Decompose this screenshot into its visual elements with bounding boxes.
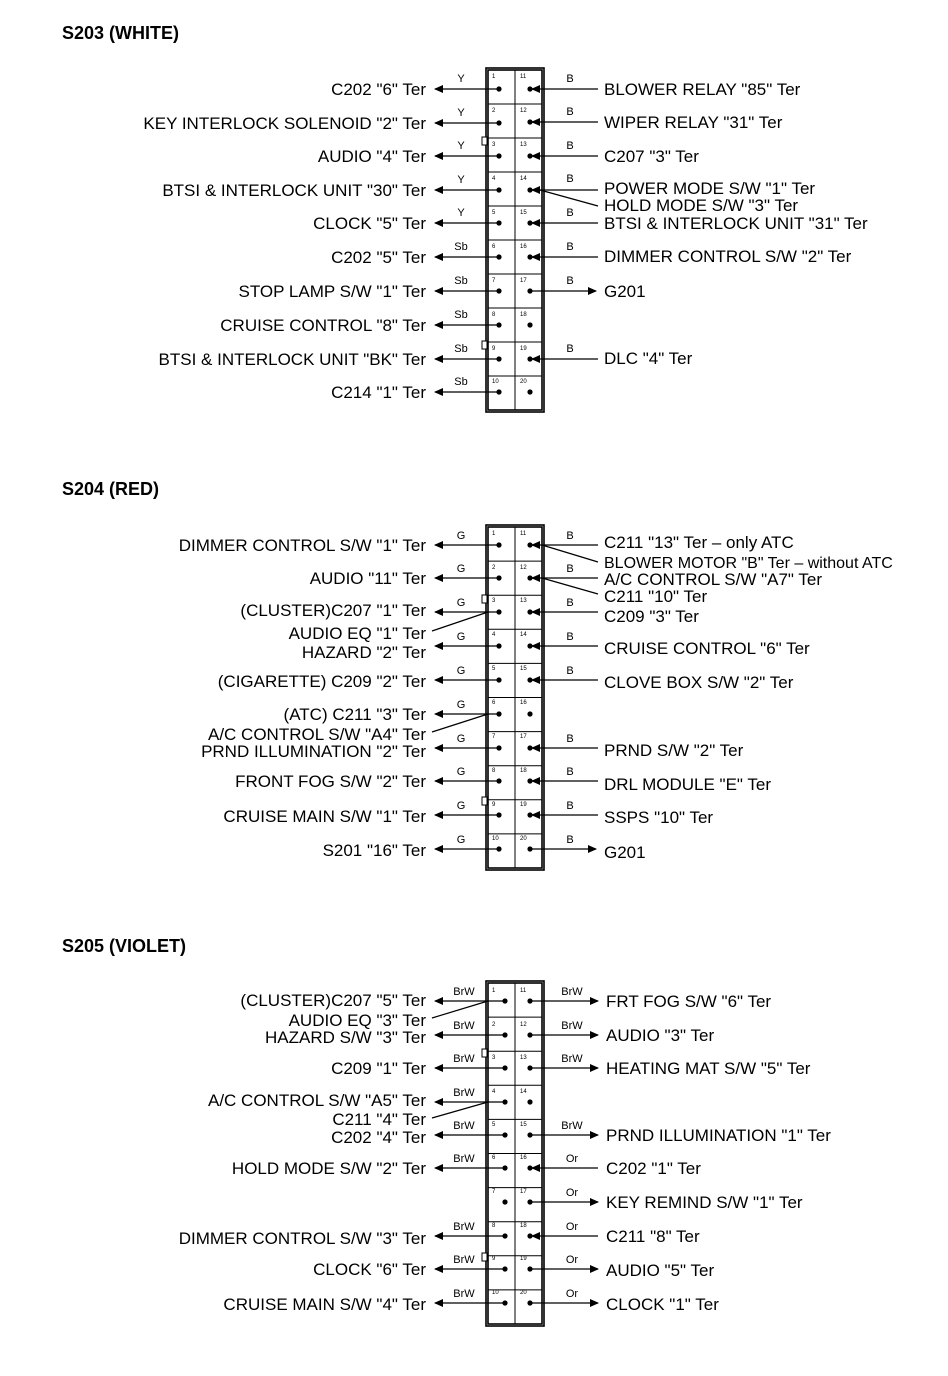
svg-text:Sb: Sb: [454, 343, 468, 355]
svg-text:HAZARD "2" Ter: HAZARD "2" Ter: [301, 643, 426, 662]
terminal-row: [235, 766, 502, 791]
terminal-row: [218, 665, 502, 691]
svg-text:G: G: [456, 699, 466, 711]
svg-text:DIMMER CONTROL S/W "1" Ter: DIMMER CONTROL S/W "1" Ter: [178, 536, 426, 555]
svg-text:Y: Y: [457, 174, 465, 186]
svg-text:CRUISE CONTROL "8" Ter: CRUISE CONTROL "8" Ter: [220, 316, 426, 335]
svg-text:G: G: [456, 665, 466, 677]
svg-text:5: 5: [492, 1122, 496, 1128]
section-title: S204 (RED): [62, 479, 160, 499]
terminal-row: [143, 107, 501, 133]
svg-text:B: B: [566, 834, 574, 846]
svg-text:11: 11: [520, 74, 527, 80]
terminal-row: [520, 800, 713, 827]
svg-text:CLOVE BOX S/W "2" Ter: CLOVE BOX S/W "2" Ter: [604, 673, 794, 692]
terminal-row: [520, 1053, 811, 1078]
svg-text:Or: Or: [565, 1153, 579, 1165]
svg-text:BrW: BrW: [453, 1020, 475, 1032]
terminal-row: [179, 1221, 508, 1248]
svg-text:BTSI & INTERLOCK UNIT "30" Ter: BTSI & INTERLOCK UNIT "30" Ter: [162, 181, 426, 200]
terminal-row: [520, 73, 801, 99]
svg-text:C211 "8" Ter: C211 "8" Ter: [606, 1227, 700, 1246]
svg-text:CRUISE MAIN S/W "1" Ter: CRUISE MAIN S/W "1" Ter: [223, 807, 426, 826]
svg-text:10: 10: [492, 379, 499, 385]
svg-text:16: 16: [520, 700, 527, 706]
svg-text:6: 6: [492, 700, 496, 706]
svg-text:C207 "3" Ter: C207 "3" Ter: [604, 147, 699, 166]
svg-text:BrW: BrW: [561, 1053, 583, 1065]
svg-text:AUDIO EQ "1" Ter: AUDIO EQ "1" Ter: [288, 624, 426, 643]
svg-text:9: 9: [492, 802, 496, 808]
svg-text:Sb: Sb: [454, 376, 468, 388]
svg-text:Y: Y: [457, 140, 465, 152]
svg-text:Or: Or: [565, 1254, 579, 1266]
terminal-row: [520, 631, 810, 658]
svg-text:C209 "1" Ter: C209 "1" Ter: [331, 1059, 426, 1078]
svg-text:BrW: BrW: [453, 986, 475, 998]
svg-text:8: 8: [492, 768, 496, 774]
svg-text:18: 18: [520, 312, 527, 318]
svg-text:C211 "13" Ter – only ATC: C211 "13" Ter – only ATC: [604, 533, 794, 552]
terminal-row: [331, 241, 502, 267]
svg-text:B: B: [566, 140, 574, 152]
left-terminals: [179, 986, 508, 1314]
svg-text:20: 20: [520, 836, 527, 842]
svg-text:Or: Or: [565, 1187, 579, 1199]
left-terminals: [143, 73, 501, 402]
svg-text:A/C CONTROL S/W "A4" Ter: A/C CONTROL S/W "A4" Ter: [208, 725, 426, 744]
svg-text:14: 14: [520, 176, 527, 182]
svg-text:BrW: BrW: [453, 1254, 475, 1266]
svg-text:HOLD MODE S/W "3" Ter: HOLD MODE S/W "3" Ter: [604, 196, 799, 215]
svg-text:A/C CONTROL S/W "A5" Ter: A/C CONTROL S/W "A5" Ter: [208, 1091, 426, 1110]
svg-text:B: B: [566, 597, 574, 609]
section-s204: [62, 479, 893, 870]
svg-text:Or: Or: [565, 1288, 579, 1300]
svg-text:Y: Y: [457, 73, 465, 85]
terminal-row: [520, 1120, 831, 1145]
right-terminals: [520, 530, 893, 862]
svg-text:HOLD MODE S/W "2" Ter: HOLD MODE S/W "2" Ter: [231, 1159, 426, 1178]
svg-text:B: B: [566, 275, 574, 287]
svg-text:17: 17: [520, 1189, 527, 1195]
terminal-row: [310, 563, 502, 588]
svg-text:14: 14: [520, 1089, 527, 1095]
section-title: S205 (VIOLET): [62, 936, 187, 956]
terminal-row: [239, 275, 502, 301]
svg-text:AUDIO "5" Ter: AUDIO "5" Ter: [606, 1261, 715, 1280]
svg-text:G: G: [456, 530, 466, 542]
section-title: S203 (WHITE): [62, 23, 180, 43]
svg-text:Sb: Sb: [454, 309, 468, 321]
svg-text:C202 "1" Ter: C202 "1" Ter: [606, 1159, 701, 1178]
svg-text:20: 20: [520, 1290, 527, 1296]
svg-text:8: 8: [492, 312, 496, 318]
svg-text:FRT FOG S/W "6" Ter: FRT FOG S/W "6" Ter: [606, 992, 772, 1011]
svg-text:7: 7: [492, 278, 496, 284]
svg-text:1: 1: [492, 988, 496, 994]
left-terminals: [179, 530, 502, 860]
section-s203: [62, 23, 868, 412]
svg-text:2: 2: [492, 1022, 496, 1028]
svg-text:STOP LAMP S/W "1" Ter: STOP LAMP S/W "1" Ter: [238, 282, 426, 301]
terminal-row: [331, 376, 502, 402]
svg-text:S201 "16" Ter: S201 "16" Ter: [322, 841, 426, 860]
svg-text:B: B: [566, 343, 574, 355]
connector-block: [482, 981, 544, 1326]
svg-text:5: 5: [492, 210, 496, 216]
svg-text:G: G: [456, 631, 466, 643]
svg-text:15: 15: [520, 210, 527, 216]
svg-text:19: 19: [520, 1256, 527, 1262]
svg-text:B: B: [566, 173, 574, 185]
svg-text:FRONT FOG S/W "2" Ter: FRONT FOG S/W "2" Ter: [235, 772, 426, 791]
svg-text:B: B: [566, 563, 574, 575]
terminal-row: [520, 241, 852, 266]
svg-text:12: 12: [520, 1022, 527, 1028]
svg-text:(CIGARETTE) C209 "2" Ter: (CIGARETTE) C209 "2" Ter: [217, 672, 426, 691]
svg-text:10: 10: [492, 836, 499, 842]
terminal-row: [323, 834, 502, 860]
svg-text:12: 12: [520, 565, 527, 571]
terminal-row: [520, 986, 771, 1011]
terminal-row: [313, 207, 501, 233]
svg-text:G: G: [456, 597, 466, 609]
svg-text:9: 9: [492, 1256, 496, 1262]
svg-text:CLOCK "6" Ter: CLOCK "6" Ter: [313, 1260, 426, 1279]
svg-text:2: 2: [492, 565, 496, 571]
svg-text:(ATC) C211 "3" Ter: (ATC) C211 "3" Ter: [283, 705, 426, 724]
svg-text:16: 16: [520, 1155, 527, 1161]
svg-text:G: G: [456, 800, 466, 812]
svg-text:18: 18: [520, 768, 527, 774]
connector-block: [482, 525, 544, 870]
svg-text:BTSI & INTERLOCK UNIT "31" Ter: BTSI & INTERLOCK UNIT "31" Ter: [604, 214, 868, 233]
svg-text:CLOCK "1" Ter: CLOCK "1" Ter: [606, 1295, 719, 1314]
svg-text:BLOWER MOTOR "B" Ter – without: BLOWER MOTOR "B" Ter – without ATC: [604, 555, 893, 572]
terminal-row: [331, 1053, 508, 1078]
svg-text:B: B: [566, 631, 574, 643]
svg-text:BrW: BrW: [453, 1053, 475, 1065]
svg-text:12: 12: [520, 108, 527, 114]
svg-text:17: 17: [520, 734, 527, 740]
svg-text:2: 2: [492, 108, 496, 114]
svg-text:DRL MODULE "E" Ter: DRL MODULE "E" Ter: [604, 775, 771, 794]
svg-text:DIMMER CONTROL S/W "3" Ter: DIMMER CONTROL S/W "3" Ter: [178, 1229, 426, 1248]
svg-text:19: 19: [520, 802, 527, 808]
svg-text:B: B: [566, 766, 574, 778]
svg-text:A/C CONTROL S/W "A7" Ter: A/C CONTROL S/W "A7" Ter: [604, 570, 822, 589]
right-terminals: [520, 986, 831, 1314]
svg-text:15: 15: [520, 666, 527, 672]
terminal-row: [223, 800, 501, 826]
svg-text:9: 9: [492, 346, 496, 352]
svg-text:CLOCK "5" Ter: CLOCK "5" Ter: [313, 214, 426, 233]
svg-text:C214 "1" Ter: C214 "1" Ter: [331, 383, 426, 402]
right-terminals: [520, 73, 868, 395]
svg-text:BrW: BrW: [561, 1020, 583, 1032]
svg-text:G201: G201: [604, 282, 646, 301]
svg-text:BrW: BrW: [561, 1120, 583, 1132]
svg-text:20: 20: [520, 379, 527, 385]
svg-text:Or: Or: [565, 1221, 579, 1233]
section-s205: [62, 936, 831, 1326]
svg-text:15: 15: [520, 1122, 527, 1128]
svg-text:16: 16: [520, 244, 527, 250]
svg-text:G: G: [456, 834, 466, 846]
svg-text:G201: G201: [604, 843, 646, 862]
svg-text:BrW: BrW: [453, 1221, 475, 1233]
svg-text:B: B: [566, 106, 574, 118]
svg-text:BrW: BrW: [453, 1120, 475, 1132]
svg-text:Sb: Sb: [454, 275, 468, 287]
terminal-row: [520, 106, 783, 132]
svg-text:C211 "10" Ter: C211 "10" Ter: [604, 587, 708, 606]
svg-text:AUDIO EQ "3" Ter: AUDIO EQ "3" Ter: [288, 1011, 426, 1030]
svg-text:3: 3: [492, 142, 496, 148]
svg-text:B: B: [566, 73, 574, 85]
svg-text:PRND ILLUMINATION "1" Ter: PRND ILLUMINATION "1" Ter: [606, 1126, 831, 1145]
svg-text:10: 10: [492, 1290, 499, 1296]
svg-text:11: 11: [520, 531, 527, 537]
svg-text:14: 14: [520, 632, 527, 638]
svg-text:AUDIO "11" Ter: AUDIO "11" Ter: [309, 569, 426, 588]
terminal-row: [318, 140, 502, 166]
terminal-row: [520, 1187, 803, 1212]
svg-text:BrW: BrW: [453, 1087, 475, 1099]
svg-text:BLOWER RELAY "85" Ter: BLOWER RELAY "85" Ter: [604, 80, 801, 99]
svg-text:WIPER RELAY "31" Ter: WIPER RELAY "31" Ter: [604, 113, 783, 132]
svg-text:13: 13: [520, 598, 527, 604]
terminal-row: [331, 73, 502, 99]
svg-text:B: B: [566, 665, 574, 677]
svg-text:3: 3: [492, 598, 496, 604]
svg-text:1: 1: [492, 531, 496, 537]
terminal-row: [179, 530, 502, 555]
svg-text:4: 4: [492, 632, 496, 638]
svg-text:BTSI & INTERLOCK UNIT "BK" Ter: BTSI & INTERLOCK UNIT "BK" Ter: [158, 350, 426, 369]
svg-text:4: 4: [492, 1089, 496, 1095]
terminal-row: [162, 174, 501, 200]
svg-text:7: 7: [492, 1189, 496, 1195]
terminal-row: [520, 1288, 719, 1314]
svg-text:C209 "3" Ter: C209 "3" Ter: [604, 607, 699, 626]
svg-text:B: B: [566, 530, 574, 542]
svg-text:(CLUSTER)C207 "5" Ter: (CLUSTER)C207 "5" Ter: [240, 991, 426, 1010]
svg-text:13: 13: [520, 1055, 527, 1061]
svg-text:POWER MODE S/W "1" Ter: POWER MODE S/W "1" Ter: [604, 179, 816, 198]
svg-text:11: 11: [520, 988, 527, 994]
svg-text:BrW: BrW: [453, 1153, 475, 1165]
terminal-row: [520, 733, 744, 760]
svg-text:1: 1: [492, 74, 496, 80]
terminal-row: [520, 1020, 714, 1045]
svg-text:KEY REMIND S/W "1" Ter: KEY REMIND S/W "1" Ter: [606, 1193, 803, 1212]
svg-text:(CLUSTER)C207 "1" Ter: (CLUSTER)C207 "1" Ter: [240, 601, 426, 620]
svg-text:C202 "6" Ter: C202 "6" Ter: [331, 80, 426, 99]
svg-text:DLC "4" Ter: DLC "4" Ter: [604, 349, 693, 368]
svg-text:PRND ILLUMINATION "2" Ter: PRND ILLUMINATION "2" Ter: [201, 742, 426, 761]
svg-text:HEATING MAT S/W "5" Ter: HEATING MAT S/W "5" Ter: [606, 1059, 811, 1078]
svg-text:B: B: [566, 800, 574, 812]
svg-text:Sb: Sb: [454, 241, 468, 253]
terminal-row: [232, 1153, 508, 1178]
svg-text:HAZARD S/W "3" Ter: HAZARD S/W "3" Ter: [264, 1028, 426, 1047]
svg-text:CRUISE CONTROL "6" Ter: CRUISE CONTROL "6" Ter: [604, 639, 810, 658]
svg-text:BrW: BrW: [561, 986, 583, 998]
svg-text:Y: Y: [457, 107, 465, 119]
svg-text:5: 5: [492, 666, 496, 672]
svg-text:G: G: [456, 733, 466, 745]
svg-text:C202 "4" Ter: C202 "4" Ter: [331, 1128, 426, 1147]
svg-text:DIMMER CONTROL S/W "2" Ter: DIMMER CONTROL S/W "2" Ter: [604, 247, 852, 266]
svg-text:C202 "5" Ter: C202 "5" Ter: [331, 248, 426, 267]
terminal-row: [520, 343, 693, 368]
terminal-row: [220, 309, 501, 335]
svg-text:KEY INTERLOCK SOLENOID "2" Ter: KEY INTERLOCK SOLENOID "2" Ter: [143, 114, 426, 133]
svg-text:Y: Y: [457, 207, 465, 219]
svg-text:SSPS "10" Ter: SSPS "10" Ter: [604, 808, 714, 827]
svg-text:B: B: [566, 733, 574, 745]
terminal-row: [520, 766, 771, 794]
svg-text:18: 18: [520, 1223, 527, 1229]
svg-text:B: B: [566, 241, 574, 253]
svg-text:6: 6: [492, 244, 496, 250]
svg-text:3: 3: [492, 1055, 496, 1061]
svg-text:17: 17: [520, 278, 527, 284]
svg-text:13: 13: [520, 142, 527, 148]
svg-text:19: 19: [520, 346, 527, 352]
terminal-row: [520, 1221, 700, 1246]
svg-text:PRND S/W "2" Ter: PRND S/W "2" Ter: [604, 741, 744, 760]
svg-text:AUDIO "3" Ter: AUDIO "3" Ter: [606, 1026, 715, 1045]
terminal-row: [520, 1254, 714, 1280]
terminal-row: [520, 1153, 701, 1178]
terminal-row: [313, 1254, 507, 1279]
terminal-row: [520, 140, 699, 166]
svg-text:AUDIO "4" Ter: AUDIO "4" Ter: [317, 147, 426, 166]
svg-text:B: B: [566, 207, 574, 219]
connector-block: [482, 68, 544, 412]
svg-text:6: 6: [492, 1155, 496, 1161]
svg-text:BrW: BrW: [453, 1288, 475, 1300]
svg-text:C211 "4" Ter: C211 "4" Ter: [332, 1110, 426, 1129]
svg-text:7: 7: [492, 734, 496, 740]
svg-text:CRUISE MAIN S/W "4" Ter: CRUISE MAIN S/W "4" Ter: [223, 1295, 426, 1314]
terminal-row: [520, 530, 893, 572]
terminal-row: [223, 1288, 507, 1314]
svg-text:8: 8: [492, 1223, 496, 1229]
svg-text:G: G: [456, 766, 466, 778]
terminal-row: [159, 343, 502, 369]
terminal-row: [520, 173, 815, 215]
svg-text:4: 4: [492, 176, 496, 182]
terminal-row: [520, 665, 794, 692]
svg-text:G: G: [456, 563, 466, 575]
